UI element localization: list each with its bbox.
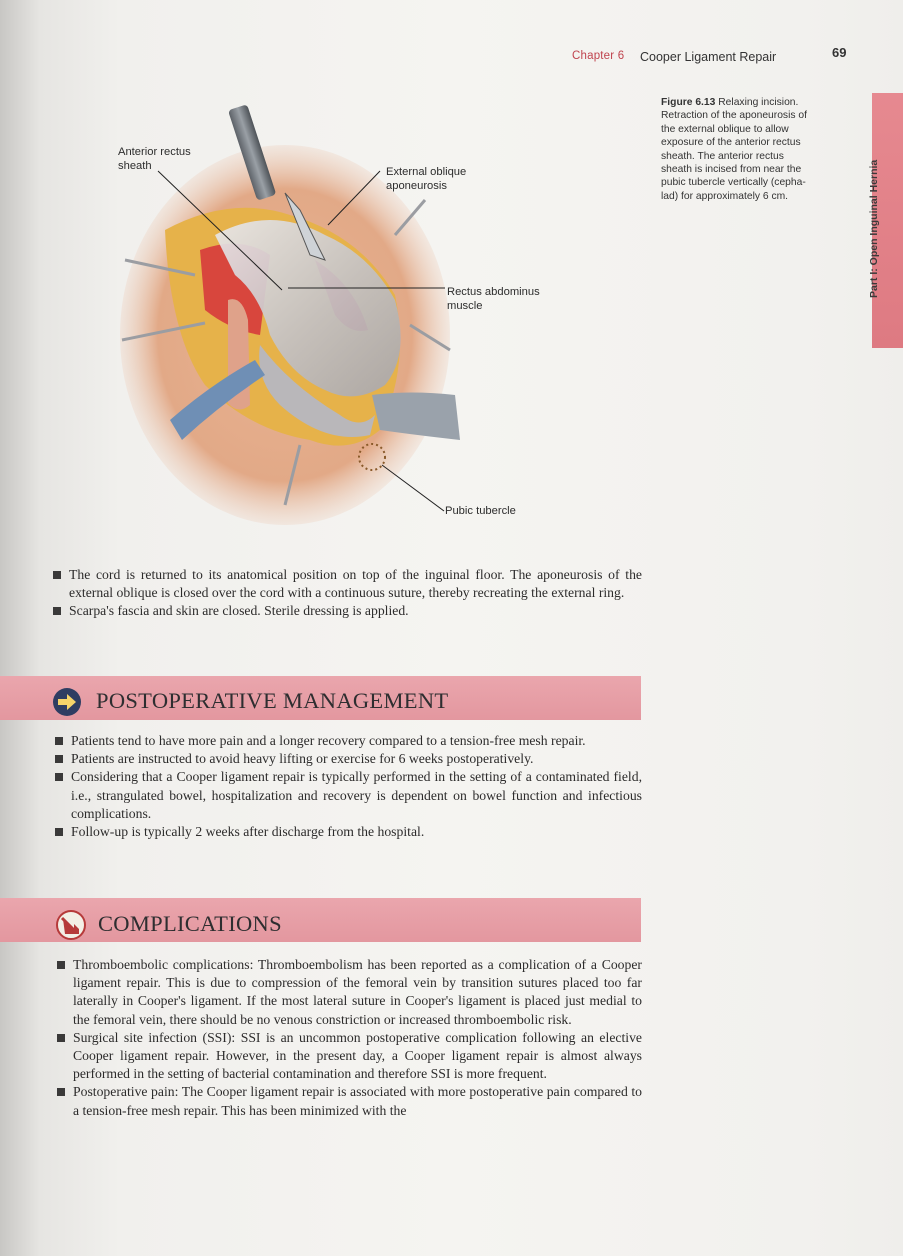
caption-line: sheath is incised from near the <box>661 164 802 176</box>
page-number: 69 <box>832 45 847 60</box>
list-item: Follow-up is typically 2 weeks after discharge from the hospital. <box>54 823 642 841</box>
arrow-right-icon <box>52 687 82 717</box>
figure-number: Figure 6.13 <box>661 97 716 108</box>
part-tab-label-wrap <box>862 150 892 300</box>
list-item: Considering that a Cooper ligament repair is typically performed in the setting of a contaminated field, i.e., strangulated bowel, hospitalization and recovery is dependent on bowel function and infectious complications. <box>54 768 642 823</box>
list-item: The cord is returned to its anatomical position on top of the inguinal floor. The aponeurosis of the external oblique is closed over the cord with a continuous suture, thereby recreating the external ring. <box>52 566 642 602</box>
list-item: Patients are instructed to avoid heavy lifting or exercise for 6 weeks postoperatively. <box>54 750 642 768</box>
complications-heading: COMPLICATIONS <box>98 911 282 936</box>
closing-steps-list <box>52 566 642 621</box>
caption-line: Retraction of the aponeurosis of <box>661 110 807 122</box>
list-item: Surgical site infection (SSI): SSI is an uncommon postoperative complication following an elective Cooper ligament repair. However, in the present day, a Cooper ligament repair is almost always performed in the setting of bacterial contamination and therefore SSI is more frequent. <box>56 1029 642 1084</box>
figure-caption <box>661 96 843 203</box>
label-external-oblique: External oblique aponeurosis <box>386 166 467 192</box>
part-tab-label: Part I: Open Inguinal Hernia <box>868 159 880 298</box>
postoperative-list <box>54 732 642 841</box>
running-title: Cooper Ligament Repair <box>640 50 777 64</box>
chapter-label: Chapter 6 <box>572 50 625 62</box>
warning-arrow-icon <box>56 910 86 940</box>
list-item: Scarpa's fascia and skin are closed. Sterile dressing is applied. <box>52 602 642 620</box>
label-rectus-muscle: Rectus abdominus muscle <box>447 286 540 312</box>
label-anterior-rectus: Anterior rectus sheath <box>118 146 191 172</box>
caption-line: Relaxing incision. <box>718 97 799 108</box>
list-item: Patients tend to have more pain and a longer recovery compared to a tension-free mesh repair. <box>54 732 642 750</box>
list-item: Postoperative pain: The Cooper ligament repair is associated with more postoperative pain compared to a tension-free mesh repair. This has been minimized with the <box>56 1083 642 1119</box>
complications-header-band <box>0 898 641 942</box>
list-item: Thromboembolic complications: Thromboembolism has been reported as a complication of a Cooper ligament repair. This is due to compression of the femoral vein by transition sutures placed too far laterally in Cooper's ligament. If the most lateral suture in Cooper's ligament is placed just medial to the femoral vein, there should be no venous constriction or increased thromboembolic risk. <box>56 956 642 1029</box>
caption-line: pubic tubercle vertically (cepha- <box>661 177 806 189</box>
caption-line: exposure of the anterior rectus <box>661 137 801 149</box>
label-pubic-tubercle: Pubic tubercle <box>445 505 516 517</box>
postoperative-heading: POSTOPERATIVE MANAGEMENT <box>96 688 449 713</box>
caption-line: lad) for approximately 6 cm. <box>661 190 789 202</box>
caption-line: sheath. The anterior rectus <box>661 150 784 162</box>
caption-line: the external oblique to allow <box>661 123 789 135</box>
surgical-illustration <box>110 85 580 525</box>
complications-list <box>56 956 642 1120</box>
